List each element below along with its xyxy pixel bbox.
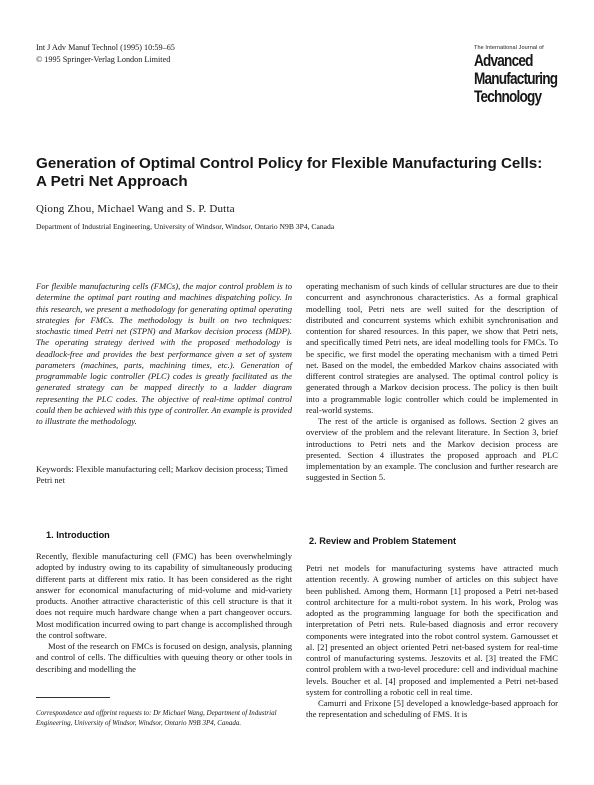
paper-title: Generation of Optimal Control Policy for Flexible Manufacturing Cells: A Petri Net Approach <box>36 155 543 190</box>
journal-word-advanced: Advanced <box>474 51 533 70</box>
correspondence-text: Correspondence and offprint requests to: Dr Michael Wang, Department of Industrial Engineering, University of Windsor, Windsor, Ontario N9B 3P4, Canada. <box>36 709 277 727</box>
section-1-paragraph-1: Recently, flexible manufacturing cell (FMC) has been overwhelmingly adopted by industry owing to its capability of simultaneously producing different parts at different mix ratio. It has been considered as the right answer for economical manufacturing of mid-volume and mid-variety products. Another attractive characteristic of this cell structure is that it does not require much hardware change when a part changeover occurs. Most modification incurred owing to part change is accomplished through the control software. <box>36 551 292 640</box>
citation-line-1: Int J Adv Manuf Technol (1995) 10:59–65 <box>36 43 175 52</box>
abstract <box>36 281 292 427</box>
right-paragraph-2: The rest of the article is organised as follows. Section 2 gives an overview of the problem and the relevant literature. In Section 3, brief introductions to Petri nets and the Markov decision process are presented. Section 4 illustrates the proposed approach and PLC implementation by an example. The conclusion and further research are suggested in Section 5. <box>306 416 558 483</box>
journal-logo <box>474 44 584 106</box>
section-1-body <box>36 551 292 675</box>
journal-word-manufacturing: Manufacturing <box>474 69 558 88</box>
footnote-divider <box>36 697 110 698</box>
journal-word-technology: Technology <box>474 87 542 106</box>
authors: Qiong Zhou, Michael Wang and S. P. Dutta <box>36 203 235 215</box>
citation <box>36 42 175 66</box>
section-1-paragraph-2: Most of the research on FMCs is focused on design, analysis, planning and control of cells. The difficulties with queuing theory or other tools in describing and modelling the <box>36 641 292 674</box>
affiliation: Department of Industrial Engineering, University of Windsor, Windsor, Ontario N9B 3P4, Canada <box>36 222 335 231</box>
section-2-body <box>306 563 558 721</box>
journal-prefix: The International Journal of <box>474 45 544 51</box>
section-1-heading: 1. Introduction <box>46 530 110 540</box>
keywords: Keywords: Flexible manufacturing cell; Markov decision process; Timed Petri net <box>36 464 288 486</box>
section-2-paragraph-2: Camurri and Frixone [5] developed a knowledge-based approach for the representation and scheduling of FMS. It is <box>306 698 558 720</box>
right-column-intro <box>306 281 558 484</box>
citation-line-2: © 1995 Springer-Verlag London Limited <box>36 55 171 64</box>
right-paragraph-1: operating mechanism of such kinds of cellular structures are due to their concurrent and asynchronous characteristics. As a formal graphical modelling tool, Petri nets are well suited for the description of distributed and concurrent systems which exhibit synchronisation and contention for shared resources. In this paper, we show that Petri nets, and specifically timed Petri nets, are ideal modelling tools for FMCs. To be specific, we first model the operating mechanism with a timed Petri net. Based on the model, the embedded Markov chains associated with different control strategies are analysed. The optimal control policy is generated through a Markov decision process. The policy is then built into a programmable logic controller which could be implemented in real-world systems. <box>306 281 558 415</box>
section-2-heading: 2. Review and Problem Statement <box>309 536 457 546</box>
section-2-paragraph-1: Petri net models for manufacturing systems have attracted much attention recently. A growing number of articles on this subject have been published. Among them, Hormann [1] proposed a Petri net-based control architecture for a multi-robot system. In his work, Prolog was adopted as the programming language for both the specification and interpretation of Petri nets. Rule-based diagnosis and error recovery components were integrated into the robot control system. Garnousset et al. [2] presented an object oriented Petri net-based system for real-time control of manufacturing systems. Jeszovits et al. [3] treated the FMC control problem with a two-level procedure: cell and individual machine levels. Boucher et al. [4] proposed and implemented a Petri net-based system for controlling a robotic cell in real time. <box>306 563 558 697</box>
abstract-text: For flexible manufacturing cells (FMCs), the major control problem is to determine the optimal part routing and machines dispatching policy. In this research, we present a methodology for generating optimal operating strategies for FMCs. The methodology is built on two techniques: stochastic timed Petri net (STPN) and Markov decision process (MDP). The operating strategy derived with the proposed methodology is deadlock-free and provides the best performance given a set of system parameters (machines, parts, machining times, etc.). Generation of programmable logic controller (PLC) codes is greatly facilitated as the generated strategy can be mapped directly to a ladder diagram representing the PLC codes. The objective of real-time optimal control could then be achieved with this type of controller. An example is provided to illustrate the methodology. <box>36 281 292 426</box>
correspondence-note <box>36 709 292 729</box>
